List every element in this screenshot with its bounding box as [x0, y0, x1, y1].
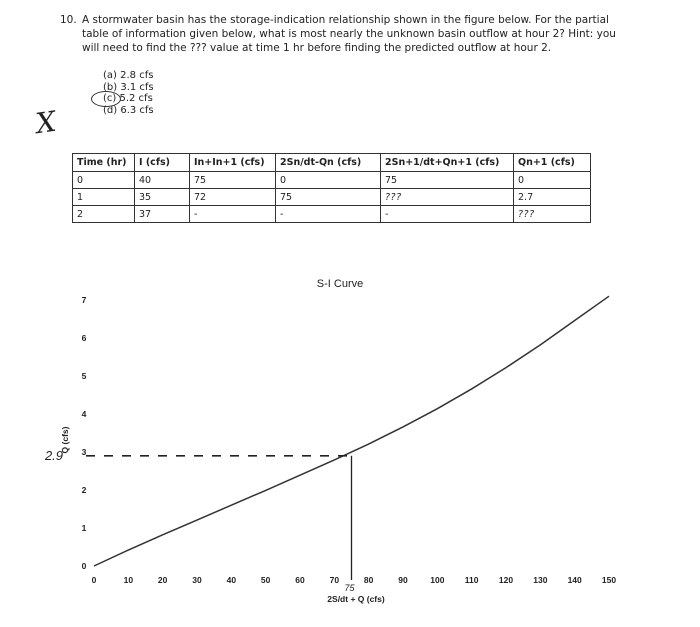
table-cell: 37	[135, 206, 190, 223]
x-tick-label: 60	[295, 575, 305, 585]
table-cell: -	[276, 206, 381, 223]
choice-c-label: (c) 5.2 cfs	[103, 93, 153, 104]
x-axis-label: 2S/dt + Q (cfs)	[327, 594, 385, 604]
x-tick-label: 100	[430, 575, 445, 585]
table-cell: 0	[514, 172, 591, 189]
x-tick-label: 150	[601, 575, 617, 585]
y-tick-label: 2	[81, 485, 87, 495]
table-cell: 0	[276, 172, 381, 189]
x-tick-label: 20	[157, 575, 168, 585]
x-tick-label: 80	[363, 575, 374, 585]
y-tick-label: 7	[81, 295, 87, 305]
choice-d[interactable]: (d) 6.3 cfs	[103, 104, 154, 116]
table-cell: 1	[73, 189, 135, 206]
x-tick-label: 50	[260, 575, 271, 585]
x-tick-label: 110	[464, 575, 479, 585]
y-tick-label: 0	[81, 561, 87, 571]
table-cell: 75	[190, 172, 276, 189]
x-tick-label: 0	[91, 575, 97, 585]
table-cell: 72	[190, 189, 276, 206]
table-cell: 35	[135, 189, 190, 206]
header-inflow-sum: In+In+1 (cfs)	[190, 154, 276, 172]
table-cell: 75	[276, 189, 381, 206]
table-cell: 0	[73, 172, 135, 189]
question-text: A stormwater basin has the storage-indication relationship shown in the figure below. For the partial table of information given below, what is most nearly the unknown basin outflow at hour 2? Hint: you will need to find the ??? value at time 1 hr before finding the predicted outflow at hour 2.	[82, 14, 616, 54]
y-axis-label: Q (cfs)	[60, 426, 70, 454]
y-tick-label: 6	[81, 333, 87, 343]
handwritten-x-value: 75	[344, 583, 355, 593]
x-tick-label: 10	[123, 575, 134, 585]
header-outflow: Qn+1 (cfs)	[514, 154, 591, 172]
x-tick-label: 130	[533, 575, 548, 585]
x-tick-label: 120	[498, 575, 514, 585]
x-tick-label: 140	[567, 575, 582, 585]
y-tick-label: 4	[81, 409, 87, 419]
question-number: 10.	[60, 14, 77, 26]
table-cell: -	[381, 206, 514, 223]
header-storage-minus: 2Sn/dt-Qn (cfs)	[276, 154, 381, 172]
header-inflow: I (cfs)	[135, 154, 190, 172]
table-cell: ???	[514, 206, 591, 223]
table-cell: 2.7	[514, 189, 591, 206]
x-tick-label: 30	[192, 575, 202, 585]
y-tick-label: 3	[81, 447, 87, 457]
chart-title: S-I Curve	[316, 278, 364, 290]
table-cell: 2	[73, 206, 135, 223]
choice-a[interactable]: (a) 2.8 cfs	[103, 70, 154, 81]
table-cell: ???	[381, 189, 514, 206]
y-tick-label: 5	[81, 371, 87, 381]
x-tick-label: 70	[329, 575, 340, 585]
table-cell: -	[190, 206, 276, 223]
header-time: Time (hr)	[73, 154, 135, 172]
wrong-answer-mark: X	[33, 104, 59, 141]
x-tick-label: 40	[226, 575, 237, 585]
table-cell: 75	[381, 172, 514, 189]
choice-b[interactable]: (b) 3.1 cfs	[103, 81, 154, 93]
x-tick-label: 90	[398, 575, 408, 585]
header-storage-plus: 2Sn+1/dt+Qn+1 (cfs)	[381, 154, 514, 172]
table-cell: 40	[135, 172, 190, 189]
y-tick-label: 1	[81, 523, 87, 533]
handwritten-y-value: 2.9	[44, 447, 64, 463]
